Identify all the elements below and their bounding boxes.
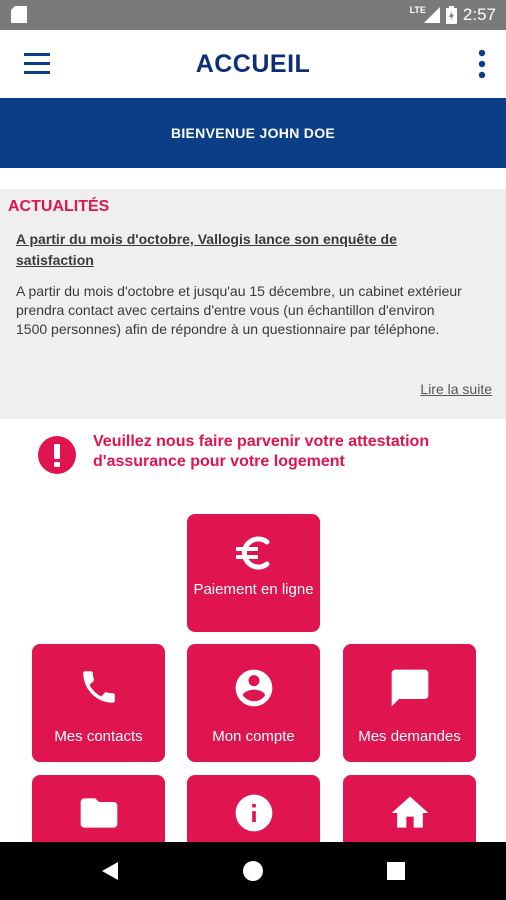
priority-alert-icon: [38, 436, 76, 474]
info-icon: [232, 791, 276, 835]
network-type: LTE: [409, 5, 426, 15]
news-title-link[interactable]: A partir du mois d'octobre, Vallogis lance son enquête de satisfaction: [16, 231, 397, 268]
chat-bubble-icon: [388, 666, 432, 710]
tile-mes-contacts[interactable]: [32, 644, 165, 762]
status-bar: [0, 0, 506, 30]
read-more-link[interactable]: Lire la suite: [420, 381, 492, 397]
battery-icon: [446, 6, 457, 24]
tile-label: Paiement en ligne: [193, 581, 314, 598]
app-bar: [0, 30, 506, 98]
tile-paiement-en-ligne[interactable]: [187, 514, 320, 632]
alert-text: Veuillez nous faire parvenir votre attestation d'assurance pour votre logement: [93, 433, 430, 470]
tile-mes-demandes[interactable]: [343, 644, 476, 762]
home-icon: [388, 791, 432, 835]
account-circle-icon: [232, 666, 276, 710]
insurance-alert[interactable]: [38, 432, 498, 476]
system-nav-bar: [0, 842, 506, 900]
more-vert-icon[interactable]: [474, 48, 490, 80]
sd-card-icon: [11, 6, 27, 23]
status-icons: [410, 5, 496, 25]
signal-icon: [424, 7, 440, 23]
folder-icon: [77, 791, 121, 835]
news-section-label: ACTUALITÉS: [8, 198, 110, 215]
tile-label: Mon compte: [212, 728, 295, 745]
tile-mon-compte[interactable]: [187, 644, 320, 762]
back-triangle-icon[interactable]: [98, 859, 122, 883]
euro-icon: [233, 532, 275, 574]
tile-label: Mes contacts: [54, 728, 143, 745]
recents-square-icon[interactable]: [384, 859, 408, 883]
page-title: ACCUEIL: [195, 50, 311, 78]
home-circle-icon[interactable]: [241, 859, 265, 883]
news-body: A partir du mois d'octobre et jusqu'au 15 décembre, un cabinet extérieur prendra contact avec certains d'entre vous (un échantillon d'environ 1500 personnes) afin de répondre à un questionnaire par téléphone.: [16, 283, 462, 337]
welcome-banner: BIENVENUE JOHN DOE: [0, 98, 506, 168]
status-time: 2:57: [462, 5, 496, 24]
tile-label: Mes demandes: [358, 728, 461, 745]
news-section: [0, 189, 506, 419]
phone-icon: [78, 666, 120, 708]
